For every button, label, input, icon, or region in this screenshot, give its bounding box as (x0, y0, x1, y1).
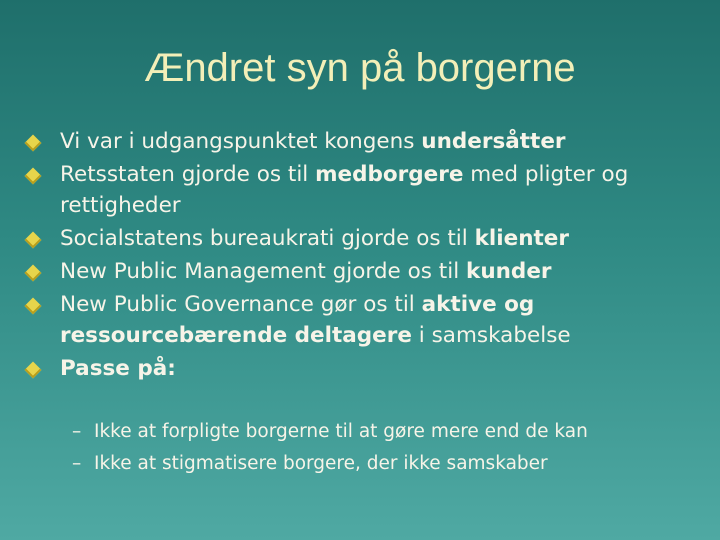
bullet-item (24, 223, 714, 254)
bullet-item (24, 159, 714, 221)
diamond-bullet-icon (25, 298, 42, 315)
bullet-text: Socialstatens bureaukrati gjorde os til (60, 226, 475, 251)
bullet-emphasis: klienter (474, 226, 569, 251)
bullet-text-after: med pligter og rettigheder (60, 162, 629, 218)
bullet-list (24, 126, 714, 386)
bullet-text: New Public Governance gør os til (60, 292, 422, 317)
diamond-bullet-icon (25, 168, 42, 185)
bullet-emphasis: Passe på: (60, 356, 176, 381)
dash-marker: – (72, 453, 82, 474)
bullet-item (24, 353, 714, 384)
bullet-item (24, 256, 714, 287)
bullet-item (24, 126, 714, 157)
sub-bullet-list (72, 416, 712, 480)
bullet-text-after: i samskabelse (411, 323, 571, 348)
sub-bullet-item (72, 448, 712, 480)
diamond-bullet-icon (25, 232, 42, 249)
diamond-bullet-icon (25, 135, 42, 152)
sub-bullet-text: Ikke at forpligte borgerne til at gøre mere end de kan (94, 421, 588, 442)
diamond-bullet-icon (25, 265, 42, 282)
diamond-bullet-icon (25, 362, 42, 379)
bullet-emphasis: kunder (466, 259, 552, 284)
bullet-text: Vi var i udgangspunktet kongens (60, 129, 422, 154)
bullet-emphasis: aktive og ressourcebærende deltagere (60, 292, 535, 348)
slide-title: Ændret syn på borgerne (144, 46, 576, 90)
bullet-text: Retsstaten gjorde os til (60, 162, 316, 187)
bullet-emphasis: undersåtter (421, 129, 566, 154)
sub-bullet-text: Ikke at stigmatisere borgere, der ikke samskaber (94, 453, 548, 474)
bullet-text: New Public Management gjorde os til (60, 259, 467, 284)
bullet-emphasis: medborgere (315, 162, 464, 187)
bullet-item (24, 289, 714, 351)
dash-marker: – (72, 421, 82, 442)
sub-bullet-item (72, 416, 712, 448)
